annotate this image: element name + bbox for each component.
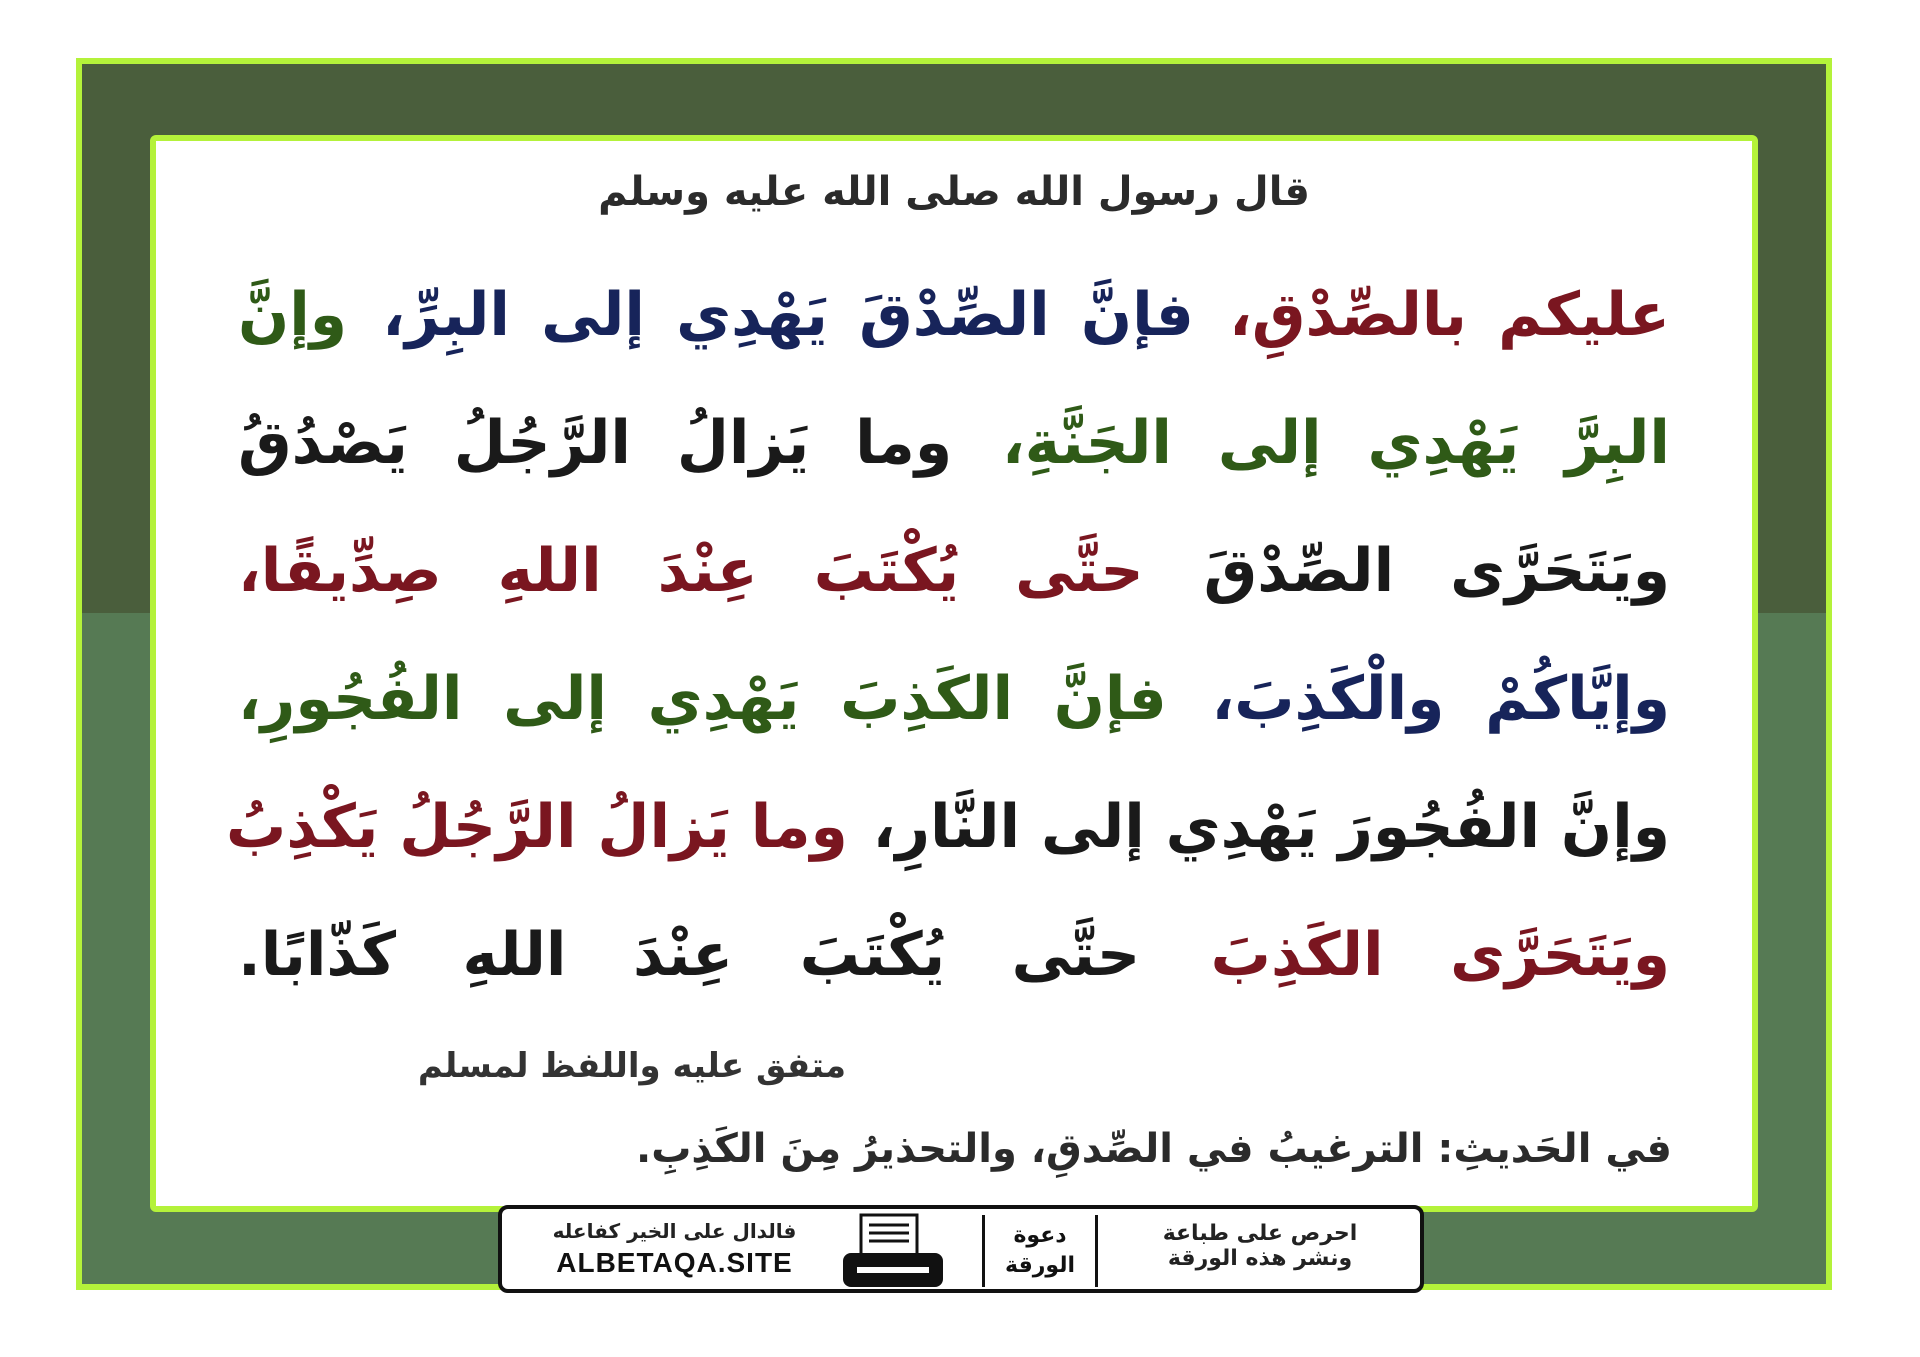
hadith-segment: ويَتَحَرَّى الصِّدْقَ bbox=[1203, 536, 1671, 606]
hadith-segment: ويَتَحَرَّى الكَذِبَ bbox=[1210, 920, 1671, 990]
hadith-segment: البِرَّ يَهْدِي إلى الجَنَّةِ، bbox=[1001, 408, 1670, 478]
footer-site-link[interactable]: ALBETAQA.SITE bbox=[556, 1247, 793, 1278]
hadith-line bbox=[236, 379, 1672, 507]
hadith-line bbox=[236, 635, 1672, 763]
hadith-segment: فإنَّ الصِّدْقَ يَهْدِي إلى البِرِّ، bbox=[382, 280, 1194, 350]
hadith-segment: وإنَّ الفُجُورَ يَهْدِي إلى النَّارِ، bbox=[872, 792, 1670, 862]
hadith-segment: عليكم بالصِّدْقِ، bbox=[1229, 280, 1671, 350]
hadith-segment: فإنَّ الكَذِبَ يَهْدِي إلى الفُجُورِ، bbox=[238, 664, 1167, 734]
hadith-segment: حتَّى يُكْتَبَ عِنْدَ اللهِ كَذّابًا. bbox=[238, 920, 1141, 990]
footer-note bbox=[1110, 1209, 1410, 1289]
logo-text: دعوة الورقة bbox=[1004, 1223, 1075, 1278]
footer-note-line2: ونشر هذه الورقة bbox=[1167, 1246, 1353, 1271]
hadith-line bbox=[236, 507, 1672, 635]
hadith-text bbox=[226, 251, 1672, 1019]
hadith-segment: وما يَزالُ الرَّجُلُ يَكْذِبُ bbox=[226, 792, 848, 862]
footer-note-line1: احرص على طباعة bbox=[1162, 1221, 1358, 1246]
hadith-line bbox=[226, 763, 1672, 891]
printer-icon bbox=[837, 1211, 957, 1295]
dawah-logo bbox=[982, 1215, 1098, 1287]
hadith-segment: وما يَزالُ الرَّجُلُ يَصْدُقُ bbox=[238, 408, 953, 478]
header-text: قال رسول الله صلى الله عليه وسلم bbox=[598, 169, 1310, 215]
hadith-card bbox=[150, 135, 1758, 1212]
footer-bar bbox=[498, 1205, 1424, 1293]
hadith-line bbox=[236, 891, 1672, 1019]
footer-slogan: فالدال على الخير كفاعله bbox=[552, 1219, 797, 1243]
hadith-line bbox=[236, 251, 1672, 379]
source-text: متفق عليه واللفظ لمسلم bbox=[417, 1046, 846, 1086]
footer-site-block bbox=[502, 1209, 847, 1289]
hadith-segment: وإنَّ bbox=[238, 280, 348, 350]
benefit-text: في الحَديثِ: الترغيبُ في الصِّدقِ، والتحذيرُ مِنَ الكَذِبِ. bbox=[636, 1126, 1672, 1172]
hadith-segment: حتَّى يُكْتَبَ عِنْدَ اللهِ صِدِّيقًا، bbox=[238, 536, 1144, 606]
hadith-segment: وإيَّاكُمْ والْكَذِبَ، bbox=[1211, 664, 1671, 734]
